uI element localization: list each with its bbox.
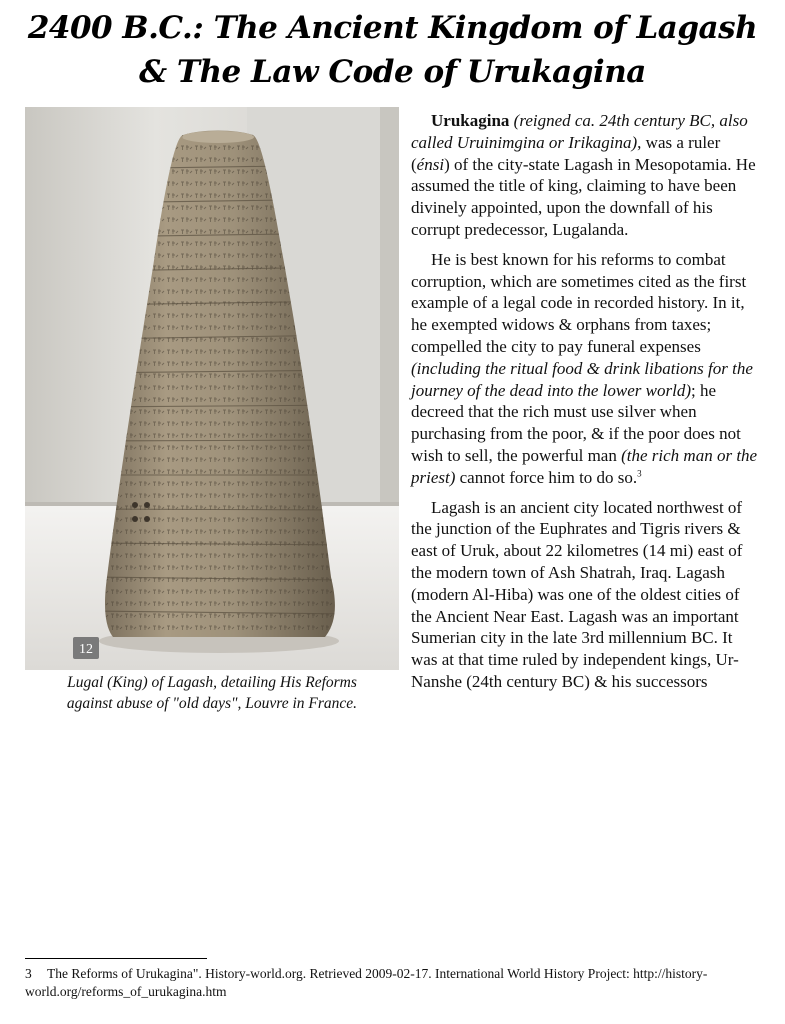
paragraph-1 — [411, 110, 761, 241]
p1-text-b: ) of the city-state Lagash in Mesopotamia. He assumed the title of king, claiming to have been divinely appointed, upon the downfall of his corrupt predecessor, Lugalanda. — [411, 154, 756, 239]
footnote — [25, 965, 765, 1001]
paragraph-3: Lagash is an ancient city located northwest of the junction of the Euphrates and Tigris rivers & east of Uruk, about 22 kilometres (14 mi) east of the modern town of Ash Shatrah, Iraq. Lagash (modern Al-Hiba) was one of the oldest cities of the Ancient Near East. Lagash was an important Sumerian city in the late 3rd millennium BC. It was at that time ruled by independent kings, Ur-Nanshe (24th century BC) & his successors — [411, 497, 743, 691]
photo-badge-number: 12 — [79, 642, 93, 657]
footnote-divider — [25, 958, 207, 959]
p2-text-b: ; he decreed that the rich must use silver when purchasing from the poor, & if the poor does not wish to sell, the powerful man — [411, 380, 741, 465]
footnote-ref[interactable]: 3 — [637, 468, 642, 479]
cone-photo — [25, 107, 399, 670]
p1-text-a: , was a ruler ( — [411, 132, 721, 174]
footnote-text: The Reforms of Urukagina". History-world.org. Retrieved 2009-02-17. International World History Project: http://history-world.org/reforms_of_urukagina.htm — [25, 966, 708, 999]
title-line-1: 2400 B.C.: The Ancient Kingdom of Lagash — [27, 10, 758, 46]
paragraph-2 — [411, 249, 761, 489]
figure-caption — [25, 672, 399, 714]
footnote-number: 3 — [25, 966, 32, 981]
title-line-2: & The Law Code of Urukagina — [139, 54, 646, 90]
caption-line-2: against abuse of "old days", Louvre in France. — [66, 695, 358, 712]
ruler-name: Urukagina — [431, 111, 510, 130]
p2-text-a: He is best known for his reforms to combat corruption, which are sometimes cited as the first example of a legal code in recorded history. In it, he exempted widows & orphans from taxes; compelled the city to pay funeral expenses — [411, 249, 747, 356]
p2-aside-a: (including the ritual food & drink libations for the journey of the dead into the lower world) — [411, 358, 753, 400]
article-body — [411, 110, 761, 701]
page-title — [0, 6, 785, 94]
p1-aside: (reigned ca. 24th century BC, also called Uruinimgina or Irikagina) — [411, 111, 748, 152]
caption-line-1: Lugal (King) of Lagash, detailing His Reforms — [67, 674, 357, 691]
p2-aside-b: (the rich man or the priest) — [411, 445, 758, 487]
p1-ensi: énsi — [416, 154, 445, 174]
p2-text-c: cannot force him to do so. — [455, 467, 638, 487]
